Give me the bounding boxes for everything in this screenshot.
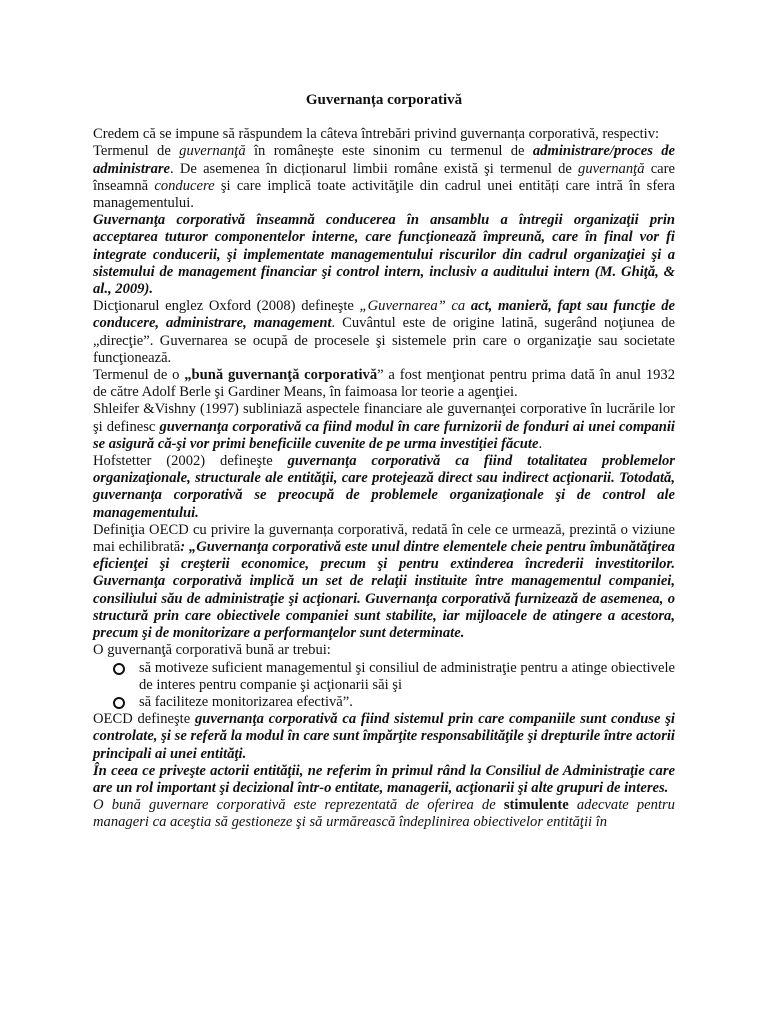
circle-bullet-icon [113, 663, 125, 675]
text-run: guvernanţa corporativă ca fiind modul în care furnizorii de fonduri ai unei companii se asigură că-şi vor primi beneficiile cuvenite de pe urma investiţiei făcute [93, 418, 675, 452]
text-run: guvernanţa corporativă ca fiind totalitatea problemelor organizaţionale, structurale ale entităţii, care protejează direct sau indirect acţionarii. Totodată, guvernanţa corporativă se preocupă de problemele organizaţionale şi de control ale managementului. [93, 453, 675, 521]
paragraph-oxford [93, 298, 675, 367]
text-run: OECD defineşte [93, 711, 195, 728]
text-run: conducere [154, 177, 215, 194]
text-run: O bună guvernare corporativă este reprezentată de oferirea de [93, 797, 504, 814]
paragraph-good-governance-term [93, 367, 675, 401]
text-run: „bună guvernanţă corporativă [184, 367, 378, 384]
text-run: Definiţia OECD cu privire la guvernanța corporativă, redată în cele ce urmează, prezintă o viziune mai echilibrată [93, 521, 675, 556]
text-run: : „Guvernanţa corporativă este unul dintre elementele cheie pentru îmbunătăţirea eficienţei şi creşterii economice, precum şi pentru extinderea încrederii investitorilor. Guvernanţa corporativă implică un set de relaţii instituite între managementul companiei, consiliului său de administraţie şi acţionari. Guvernanţa corporativă furnizează de asemenea, o structură prin care obiectivele companiei sunt stabilite, iar mijloacele de atingere a acestora, precum şi de monitorizare a performanţelor sunt determinate. [93, 539, 675, 642]
document-page [93, 92, 675, 832]
paragraph-actors: În ceea ce priveşte actorii entităţii, ne referim în primul rând la Consiliul de Administraţie care are un rol important şi decizional într-o entitate, managerii, acţionarii şi alte grupuri de interes. [93, 762, 675, 796]
text-run: guvernanţa corporativă ca fiind sistemul prin care companiile sunt conduse şi controlate, şi se referă la modul în care sunt împărţite responsabilităţile şi drepturile între actorii principali ai unei entităţi. [93, 711, 675, 762]
document-title: Guvernanța corporativă [305, 92, 463, 108]
circle-bullet-icon [113, 697, 125, 709]
text-run: act, manieră, fapt sau funcţie de conducere, administrare, management [93, 298, 675, 332]
paragraph-intro: Credem că se impune să răspundem la câteva întrebări privind guvernanța corporativă, respectiv: [93, 126, 660, 143]
text-run: Hofstetter (2002) defineşte [93, 453, 288, 470]
text-run: Termenul de [93, 143, 180, 160]
text-run: adecvate pentru manageri ca aceştia să gestioneze şi să urmărească îndeplinirea obiectivelor entităţii în [93, 797, 675, 831]
list-item-text: să motiveze suficient managementul şi consiliul de administraţie pentru a atinge obiectivele de interes pentru companie şi acţionarii săi şi [139, 659, 675, 693]
paragraph-incentives [93, 797, 675, 831]
text-run: care înseamnă [93, 160, 675, 194]
paragraph-oecd-definition [93, 522, 675, 642]
list-item [139, 694, 675, 711]
text-run: în româneşte este sinonim cu termenul de [245, 143, 533, 160]
text-run: . De asemenea în dicționarul limbii române există şi termenul de [170, 160, 579, 177]
text-run: „Guvernarea” ca [359, 298, 471, 315]
paragraph-oecd-system [93, 711, 675, 763]
text-run: guvernanţă [179, 143, 246, 160]
text-run: ” a fost menţionat pentru prima dată în anul 1932 de către Adolf Berle şi Gardiner Means, în faimoasa lor teorie a agenţiei. [93, 367, 676, 401]
paragraph-term-definition [93, 143, 675, 212]
list-item-text: să faciliteze monitorizarea efectivă”. [139, 693, 353, 710]
text-run: . Cuvântul este de origine latină, sugerând noţiunea de „direcţie”. Guvernarea se ocupă de procesele şi sistemele prin care o organizaţie sau societate funcţionează. [93, 315, 675, 366]
paragraph-should: O guvernanţă corporativă bună ar trebui: [93, 642, 331, 659]
text-run: guvernanţă [578, 160, 645, 177]
text-run: şi care implică toate activităţile din cadrul unei entități care intră în sfera managementului. [93, 177, 675, 212]
paragraph-governance-meaning: Guvernanţa corporativă înseamnă conducerea în ansamblu a întregii organizaţii prin acceptarea tuturor componentelor interne, care funcţionează împreună, care în final vor fi integrate conducerii, şi implementate managementului riscurilor din cadrul organizaţiei şi a sistemului de management financiar şi control intern, inclusiv a auditului intern (M. Ghiţă, & al., 2009). [93, 212, 675, 298]
text-run: Termenul de o [93, 367, 185, 384]
paragraph-hofstetter [93, 453, 675, 522]
text-run: stimulente [503, 797, 569, 814]
text-run: Dicţionarul englez Oxford (2008) defineşte [93, 298, 360, 315]
text-run: administrare/proces de administrare [93, 143, 675, 177]
bullet-list [93, 660, 675, 712]
text-run: Shleifer &Vishny (1997) subliniază aspectele financiare ale guvernanţei corporative în lucrările lor şi definesc [93, 401, 675, 435]
paragraph-shleifer-vishny [93, 401, 675, 453]
list-item [139, 660, 675, 694]
text-run: . [538, 435, 543, 452]
